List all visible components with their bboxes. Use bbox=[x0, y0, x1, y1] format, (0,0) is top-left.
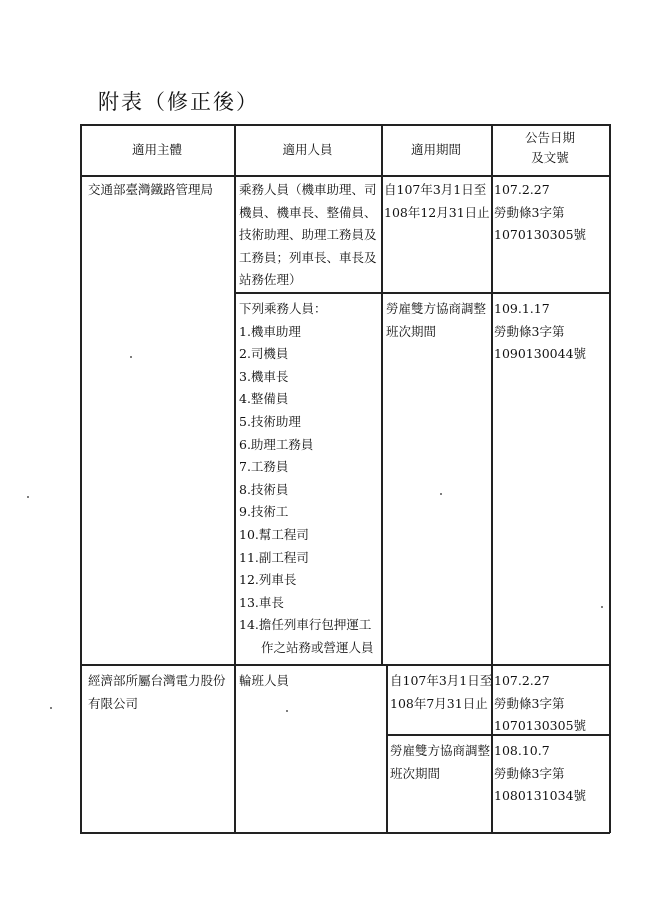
header-announcement-line2: 及文號 bbox=[531, 150, 569, 165]
announce-number: 1070130305號 bbox=[494, 227, 587, 243]
announce-prefix: 勞動條3字第 bbox=[494, 323, 565, 339]
personnel-line: 機員、機車長、整備員、 bbox=[239, 204, 377, 220]
scan-speck bbox=[27, 496, 29, 498]
list-item-continuation: 作之站務或營運人員 bbox=[261, 639, 374, 655]
header-personnel: 適用人員 bbox=[282, 142, 333, 157]
tra-row2-period bbox=[386, 298, 486, 343]
list-item: 8.技術員 bbox=[239, 481, 289, 497]
taipower-row2-period bbox=[390, 740, 490, 785]
announce-date: 107.2.27 bbox=[494, 673, 550, 688]
list-item: 3.機車長 bbox=[239, 368, 289, 384]
announce-date: 109.1.17 bbox=[494, 301, 550, 316]
entity-line: 有限公司 bbox=[88, 695, 139, 711]
announce-prefix: 勞動條3字第 bbox=[494, 765, 565, 781]
list-item: 7.工務員 bbox=[239, 459, 289, 475]
announce-date: 107.2.27 bbox=[494, 182, 550, 197]
header-entity: 適用主體 bbox=[131, 142, 182, 157]
personnel-intro: 下列乘務人員： bbox=[239, 301, 327, 316]
personnel-line: 工務員；列車長、車長及 bbox=[239, 249, 377, 265]
tra-row2-announcement bbox=[494, 298, 586, 366]
col-divider-2-upper bbox=[381, 124, 383, 665]
page-title: 附表（修正後） bbox=[98, 90, 259, 114]
personnel-line: 站務佐理） bbox=[239, 272, 302, 288]
header-announcement bbox=[491, 128, 609, 168]
scan-speck bbox=[50, 707, 52, 709]
period-line: 勞雇雙方協商調整 bbox=[390, 743, 491, 758]
tra-row1-personnel bbox=[239, 179, 377, 292]
table-border-right bbox=[609, 124, 611, 833]
header-divider bbox=[80, 175, 610, 177]
tra-row1-announcement bbox=[494, 179, 586, 247]
period-line: 勞雇雙方協商調整 bbox=[386, 301, 487, 316]
list-item: 10.幫工程司 bbox=[239, 526, 309, 542]
period-line: 自107年3月1日至 bbox=[384, 182, 487, 197]
personnel-line: 乘務人員（機車助理、司 bbox=[239, 182, 377, 197]
taipower-row1-period bbox=[390, 670, 492, 715]
tra-row1-period bbox=[384, 179, 490, 224]
list-item: 5.技術助理 bbox=[239, 413, 301, 429]
list-item: 4.整備員 bbox=[239, 391, 289, 407]
list-item: 11.副工程司 bbox=[239, 549, 309, 565]
announce-number: 1090130044號 bbox=[494, 346, 587, 362]
entity-taipower bbox=[88, 670, 226, 715]
col-divider-3 bbox=[491, 124, 493, 833]
table-border-top bbox=[80, 124, 610, 126]
col-divider-1 bbox=[234, 124, 236, 833]
list-item: 1.機車助理 bbox=[239, 323, 301, 339]
list-item: 14.擔任列車行包押運工 bbox=[239, 617, 372, 633]
announce-number: 1070130305號 bbox=[494, 718, 587, 734]
scan-speck bbox=[601, 606, 603, 608]
taipower-row1-announcement bbox=[494, 670, 586, 738]
taipower-personnel: 輪班人員 bbox=[239, 673, 290, 688]
table-border-left bbox=[80, 124, 82, 833]
list-item: 13.車長 bbox=[239, 594, 284, 610]
period-line: 108年12月31日止 bbox=[384, 204, 490, 220]
section-divider bbox=[80, 664, 610, 666]
table-border-bottom bbox=[80, 832, 610, 834]
list-item: 2.司機員 bbox=[239, 346, 289, 362]
taipower-row2-announcement bbox=[494, 740, 586, 808]
entity-tra: 交通部臺灣鐵路管理局 bbox=[88, 182, 214, 197]
header-period: 適用期間 bbox=[410, 142, 461, 157]
header-announcement-line1: 公告日期 bbox=[524, 130, 575, 145]
announce-prefix: 勞動條3字第 bbox=[494, 695, 565, 711]
period-line: 班次期間 bbox=[386, 323, 437, 339]
period-line: 108年7月31日止 bbox=[390, 695, 488, 711]
entity-line: 經濟部所屬台灣電力股份 bbox=[88, 673, 226, 688]
announce-number: 1080131034號 bbox=[494, 788, 587, 804]
tra-row-divider bbox=[234, 292, 610, 294]
list-item: 9.技術工 bbox=[239, 504, 289, 520]
personnel-line: 技術助理、助理工務員及 bbox=[239, 227, 377, 243]
col-divider-2-lower bbox=[386, 664, 388, 833]
list-item: 6.助理工務員 bbox=[239, 436, 314, 452]
scan-speck bbox=[286, 710, 288, 712]
period-line: 自107年3月1日至 bbox=[390, 673, 493, 688]
announce-date: 108.10.7 bbox=[494, 743, 550, 758]
announce-prefix: 勞動條3字第 bbox=[494, 204, 565, 220]
scan-speck bbox=[440, 493, 442, 495]
scan-speck bbox=[130, 356, 132, 358]
list-item: 12.列車長 bbox=[239, 572, 297, 588]
period-line: 班次期間 bbox=[390, 765, 441, 781]
tra-row2-personnel bbox=[239, 298, 374, 660]
